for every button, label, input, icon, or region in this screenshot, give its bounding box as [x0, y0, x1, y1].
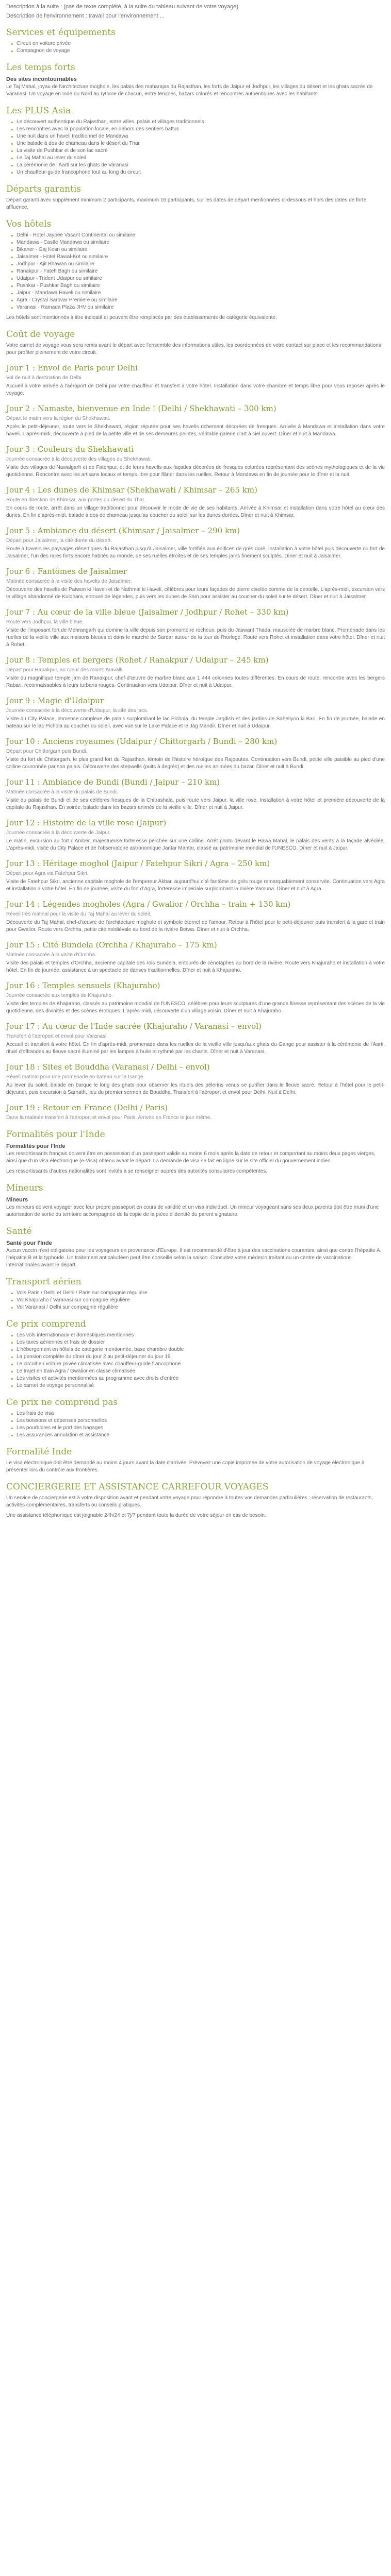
- price-excludes-title: Ce prix ne comprend pas: [6, 1397, 118, 1408]
- day-title: Jour 9 : Magie d'Udaipur: [6, 696, 104, 705]
- day-text: Découverte du Taj Mahal, chef-d'œuvre de l'architecture moghole et symbole éternel de l'amour. Retour à l'hôtel pour le petit-déjeuner puis transfert à la gare et train pour Gwalior. Route vers Orchha, petite cité médiévale au bord de la rivière Betwa. Dîner et nuit à Orchha.: [6, 920, 385, 933]
- minors-text: Les mineurs doivent voyager avec leur propre passeport en cours de validité et un visa individuel. Un mineur voyageant sans ses deux parents doit être muni d'une autorisation de sortie du territoire accompagnée de la copie de la pièce d'identité du parent signataire.: [6, 1205, 379, 1217]
- services-item: Compagnon de voyage: [11, 47, 385, 55]
- hotel-item: Ranakpur - Fateh Bagh ou similaire: [11, 268, 385, 275]
- health-title: Santé: [6, 1226, 32, 1236]
- day-subtitle: Matinée consacrée à la visite du palais de Bundi.: [6, 789, 118, 795]
- intro-line-2: Description de l'environnement : travail pour l'environnement ...: [6, 13, 165, 19]
- plus-title: Les PLUS Asia: [6, 106, 71, 116]
- price-includes-item: Le carnet de voyage personnalisé: [11, 1382, 385, 1389]
- day-subtitle: Matinée consacrée à la visite d'Orchha.: [6, 952, 96, 958]
- minors-subtitle: Mineurs: [6, 1197, 28, 1203]
- departures-title: Départs garantis: [6, 184, 82, 194]
- hotel-item: Pushkar - Pushkar Bagh ou similaire: [11, 282, 385, 290]
- plus-item: Une nuit dans un haveli traditionnel de Mandawa: [11, 133, 385, 140]
- day-title: Jour 11 : Ambiance de Bundi (Bundi / Jaipur – 210 km): [6, 777, 220, 787]
- day-title: Jour 14 : Légendes mogholes (Agra / Gwalior / Orchha – train + 130 km): [6, 900, 291, 909]
- day-text: Visite des temples de Khajuraho, classés au patrimoine mondial de l'UNESCO, célèbres pour leurs sculptures d'une grande finesse représentant des scènes de la vie quotidienne, des divinités et des scènes érotiques. L'après-midi, découverte d'un village voisin. Dîner et nuit à Khajuraho.: [6, 1001, 385, 1014]
- formalities-title: Formalités pour l'Inde: [6, 1129, 105, 1140]
- day-subtitle: Journée consacrée à la découverte des villages du Shekhawati.: [6, 456, 152, 462]
- day-text: Après le petit-déjeuner, route vers le Shekhawati, région réputée pour ses havelis richement décorées de fresques. Arrivée à Mandawa et installation dans votre haveli. L'après-midi, découverte à pied de la petite ville et de ses demeures peintes, véritable galerie d'art à ciel ouvert. Dîner et nuit à Mandawa.: [6, 424, 385, 437]
- highlights-text: Le Taj Mahal, joyau de l'architecture moghole, les palais des maharajas du Rajasthan, les forts de Jaipur et Jodhpur, les villages du désert et les ghats sacrés de Varanasi. Un voyage en Inde du Nord au rythme de chacun, entre temples, bazars colorés et rencontres authentiques avec les habitants.: [6, 84, 373, 97]
- formalities-subtitle: Formalités pour l'Inde: [6, 1143, 66, 1149]
- day-text: Visite du magnifique temple jaïn de Ranakpur, chef-d'œuvre de marbre blanc aux 1 444 colonnes toutes différentes. En cours de route, rencontre avec les bergers Rabari, reconnaissables à leurs turbans rouges. Continuation vers Udaipur. Dîner et nuit à Udaipur.: [6, 675, 385, 688]
- day-title: Jour 1 : Envol de Paris pour Delhi: [6, 363, 138, 372]
- day-subtitle: Vol de nuit à destination de Delhi.: [6, 375, 83, 381]
- formalite-text: Le visa électronique doit être demandé au moins 4 jours avant la date d'arrivée. Prévoyez une copie imprimée de votre autorisation de voyage électronique à présenter lors du contrôle aux frontières.: [6, 1460, 365, 1473]
- day-subtitle: Dans la matinée transfert à l'aéroport et envol pour Paris. Arrivée en France le jour même.: [6, 1115, 212, 1121]
- price-includes-item: Les taxes aériennes et frais de dossier: [11, 1339, 385, 1346]
- price-includes-title: Ce prix comprend: [6, 1319, 86, 1329]
- hotel-item: Jaisalmer - Hotel Rawal-Kot ou similaire: [11, 253, 385, 261]
- day-text: Route à travers les paysages désertiques du Rajasthan jusqu'à Jaisalmer, ville fortifiée aux édifices de grès doré. Installation à votre hôtel puis découverte du fort de Jaisalmer, l'un des rares forts encore habités au monde, de ses ruelles étroites et de ses temples jaïns finement sculptés. Dîner et nuit à Jaisalmer.: [6, 546, 385, 559]
- formalities-text: Les ressortissants français doivent être en possession d'un passeport valide au moins 6 mois après la date de retour et comportant au moins deux pages vierges, ainsi que d'un visa électronique (e-Visa) obtenu avant le départ. La demande de visa se fait en ligne sur le site officiel du gouvernement indien.: [6, 1151, 376, 1164]
- day-title: Jour 15 : Cité Bundela (Orchha / Khajuraho – 175 km): [6, 940, 217, 950]
- day-text: Visite du fort de Chittorgarh, le plus grand fort du Rajasthan, témoin de l'histoire héroïque des Rajpoutes. Continuation vers Bundi, petite ville paisible au pied d'une colline couronnée par son palais. Découverte des stepwells (puits à degrés) et des ruelles animées du bazar. Dîner et nuit à Bundi.: [6, 757, 385, 770]
- formalite-title: Formalité Inde: [6, 1447, 72, 1457]
- day-title: Jour 16 : Temples sensuels (Khajuraho): [6, 981, 160, 990]
- price-includes-item: L'hébergement en hôtels de catégorie mentionnée, base chambre double: [11, 1346, 385, 1353]
- price-includes-item: Les vols internationaux et domestiques mentionnés: [11, 1332, 385, 1339]
- price-excludes-list: [6, 1410, 385, 1439]
- day-subtitle: Départ pour Agra via Fatehpur Sikri.: [6, 871, 89, 876]
- price-excludes-item: Les frais de visa: [11, 1410, 385, 1417]
- hotels-title: Vos hôtels: [6, 219, 52, 229]
- program-text: Votre carnet de voyage vous sera remis avant le départ avec l'ensemble des informations utiles, les coordonnées de votre contact sur place et les recommandations pour profiter pleinement de votre circuit.: [6, 343, 381, 355]
- hotels-list: [6, 232, 385, 311]
- health-text: Aucun vaccin n'est obligatoire pour les voyageurs en provenance d'Europe. Il est recommandé d'être à jour des vaccinations courantes, ainsi que contre l'hépatite A, l'hépatite B et la typhoïde. Un traitement antipaludéen peut être conseillé selon la saison. Consultez votre médecin traitant ou un centre de vaccinations internationales avant le départ.: [6, 1248, 382, 1268]
- transport-item: Vols Paris / Delhi et Delhi / Paris sur compagnie régulière: [11, 1290, 385, 1297]
- transport-item: Vol Khajuraho / Varanasi sur compagnie régulière: [11, 1297, 385, 1304]
- day-text: Le matin, excursion au fort d'Amber, majestueuse forteresse perchée sur une colline. Arrêt photo devant le Hawa Mahal, le palais des vents à la façade alvéolée. L'après-midi, visite du City Palace et de l'observatoire astronomique Jantar Mantar, classé au patrimoine mondial de l'UNESCO. Dîner et nuit à Jaipur.: [6, 838, 385, 851]
- intro-line-1: Description à la suite : (pas de texte complété, à la suite du tableau suivant de votre voyage): [6, 4, 239, 10]
- health-subtitle: Santé pour l'Inde: [6, 1240, 52, 1246]
- plus-item: Une balade à dos de chameau dans le désert du Thar: [11, 140, 385, 147]
- day-text: Visite de l'imposant fort de Mehrangarh qui domine la ville depuis son promontoire rocheux, puis du Jaswant Thada, mausolée de marbre blanc. Promenade dans les ruelles de la vieille ville aux maisons bleues et dans le marché de Sardar autour de la tour de l'horloge. Route vers Rohet et installation dans votre hôtel. Dîner et nuit à Rohet.: [6, 628, 385, 648]
- day-title: Jour 5 : Ambiance du désert (Khimsar / Jaisalmer – 290 km): [6, 526, 240, 535]
- hotel-item: Jodhpur - Ajit Bhawan ou similaire: [11, 261, 385, 268]
- plus-item: Un chauffeur-guide francophone tout au long du circuit: [11, 169, 385, 176]
- day-subtitle: Réveil très matinal pour la visite du Taj Mahal au lever du soleil.: [6, 911, 152, 917]
- day-title: Jour 4 : Les dunes de Khimsar (Shekhawati / Khimsar – 265 km): [6, 485, 257, 495]
- day-subtitle: Départ pour Jaisalmer, la cité dorée du désert.: [6, 538, 112, 544]
- program-title: Coût de voyage: [6, 329, 75, 340]
- day-subtitle: Transfert à l'aéroport et envol pour Varanasi.: [6, 1033, 108, 1039]
- plus-item: La visite de Pushkar et de son lac sacré: [11, 147, 385, 155]
- hotel-item: Varanasi - Ramada Plaza JHV ou similaire: [11, 304, 385, 311]
- hotel-item: Mandawa - Castle Mandawa ou similaire: [11, 239, 385, 246]
- plus-item: Les rencontres avec la population locale, en dehors des sentiers battus: [11, 126, 385, 133]
- hotel-item: Agra - Crystal Sarovar Premiere ou similaire: [11, 297, 385, 304]
- price-includes-item: Le circuit en voiture privée climatisée avec chauffeur-guide francophone: [11, 1361, 385, 1368]
- day-subtitle: Journée consacrée à la découverte de Jaipur.: [6, 830, 111, 836]
- price-includes-list: [6, 1332, 385, 1389]
- day-subtitle: Matinée consacrée à la visite des havelis de Jaisalmer.: [6, 579, 132, 584]
- day-text: Visite de Fatehpur Sikri, ancienne capitale moghole de l'empereur Akbar, aujourd'hui cité fantôme de grès rouge remarquablement conservée. Continuation vers Agra et installation à votre hôtel. En fin de journée, visite du fort d'Agra, forteresse impériale surplombant la rivière Yamuna. Dîner et nuit à Agra.: [6, 879, 385, 892]
- day-title: Jour 13 : Héritage moghol (Jaipur / Fatehpur Sikri / Agra – 250 km): [6, 859, 270, 868]
- day-title: Jour 2 : Namaste, bienvenue en Inde ! (Delhi / Shekhawati – 300 km): [6, 404, 276, 413]
- day-subtitle: Réveil matinal pour une promenade en bateau sur le Gange.: [6, 1074, 145, 1080]
- minors-title: Mineurs: [6, 1183, 43, 1193]
- plus-item: Le découvert authentique du Rajasthan, entre villes, palais et villages traditionnels: [11, 118, 385, 126]
- price-includes-item: Le trajet en train Agra / Gwalior en classe climatisée: [11, 1368, 385, 1375]
- day-text: Visite du palais de Bundi et de ses célèbres fresques de la Chitrashala, puis route vers Jaipur, la ville rose. Installation à votre hôtel et première découverte de la capitale du Rajasthan. En soirée, balade dans les bazars animés de la vieille ville. Dîner et nuit à Jaipur.: [6, 798, 385, 810]
- day-subtitle: Route en direction de Khimsar, aux portes du désert du Thar.: [6, 497, 145, 503]
- services-title: Services et équipements: [6, 27, 116, 38]
- hotel-item: Jaipur - Mandawa Haveli ou similaire: [11, 290, 385, 297]
- itinerary: [6, 363, 385, 1122]
- day-title: Jour 17 : Au cœur de l'Inde sacrée (Khajuraho / Varanasi – envol): [6, 1022, 262, 1031]
- day-text: Visite des villages de Nawalgarh et de Fatehpur, et de leurs havelis aux façades décorées de fresques colorées représentant des scènes mythologiques et de la vie quotidienne. Rencontre avec les artisans locaux et temps libre pour flâner dans les ruelles. Retour à Mandawa en fin de journée pour le dîner et la nuit.: [6, 465, 385, 478]
- day-text: Découverte des havelis de Patwon ki Haveli et de Nathmal ki Haveli, célèbres pour leurs façades de pierre ciselée comme de la dentelle. L'après-midi, excursion vers le village abandonné de Kuldhara, entouré de légendes, puis vers les dunes de Sam pour assister au coucher du soleil sur le désert. Dîner et nuit à Jaisalmer.: [6, 587, 385, 600]
- day-subtitle: Route vers Jodhpur, la ville bleue.: [6, 619, 84, 625]
- departures-text: Départ garanti avec supplément minimum 2 participants, maximum 16 participants, sur les dates de départ mentionnées ci-dessous et hors des dates de forte affluence.: [6, 197, 367, 210]
- hotel-item: Delhi - Hotel Jaypee Vasant Continental ou similaire: [11, 232, 385, 239]
- highlights-title: Les temps forts: [6, 62, 75, 73]
- day-subtitle: Départ le matin vers la région du Shekhawati.: [6, 416, 110, 421]
- hotel-item: Bikaner - Gaj Kesri ou similaire: [11, 246, 385, 253]
- day-title: Jour 8 : Temples et bergers (Rohet / Ranakpur / Udaipur – 245 km): [6, 655, 269, 665]
- conditions-text-1: Un service de conciergerie est à votre disposition avant et pendant votre voyage pour répondre à toutes vos demandes particulières : réservation de restaurants, activités complémentaires, transferts ou conseils pratiques.: [6, 1495, 373, 1508]
- day-subtitle: Départ pour Chittorgarh puis Bundi.: [6, 749, 88, 754]
- conditions-text-2: Une assistance téléphonique est joignable 24h/24 et 7j/7 pendant toute la durée de votre séjour en cas de besoin.: [6, 1513, 266, 1518]
- plus-item: La cérémonie de l'Aarti sur les ghats de Varanasi: [11, 162, 385, 169]
- day-subtitle: Journée consacrée à la découverte d'Udaipur, la cité des lacs.: [6, 708, 148, 714]
- services-item: Circuit en voiture privée: [11, 40, 385, 47]
- price-excludes-item: Les assurances annulation et assistance: [11, 1432, 385, 1439]
- day-text: Accueil à votre arrivée à l'aéroport de Delhi par votre chauffeur et transfert à votre hôtel. Installation dans votre chambre et temps libre pour vous reposer après le voyage.: [6, 383, 385, 396]
- transport-title: Transport aérien: [6, 1277, 82, 1287]
- day-title: Jour 3 : Couleurs du Shekhawati: [6, 445, 134, 454]
- day-subtitle: Départ pour Ranakpur, au cœur des monts Aravalli.: [6, 667, 124, 673]
- plus-list: [6, 118, 385, 176]
- day-text: Au lever du soleil, balade en barque le long des ghats pour observer les rituels des pèlerins venus se purifier dans le fleuve sacré. Retour à l'hôtel pour le petit-déjeuner, puis excursion à Sarnath, lieu du premier sermon de Bouddha. Transfert à l'aéroport et envol pour Delhi. Nuit à Delhi.: [6, 1082, 385, 1095]
- day-title: Jour 19 : Retour en France (Delhi / Paris): [6, 1103, 168, 1112]
- day-title: Jour 6 : Fantômes de Jaisalmer: [6, 567, 127, 576]
- day-title: Jour 7 : Au cœur de la ville bleue (Jaisalmer / Jodhpur / Rohet – 330 km): [6, 607, 289, 617]
- day-text: Visite des palais et temples d'Orchha, ancienne capitale des rois Bundela, entourés de cénotaphes au bord de la rivière. Route vers Khajuraho et installation à votre hôtel. En fin de journée, assistance à un spectacle de danses traditionnelles. Dîner et nuit à Khajuraho.: [6, 960, 385, 973]
- conditions-title: CONCIERGERIE ET ASSISTANCE CARREFOUR VOYAGES: [6, 1482, 269, 1492]
- day-text: Accueil et transfert à votre hôtel. En fin d'après-midi, promenade dans les ruelles de la vieille ville jusqu'aux ghats du Gange pour assister à la cérémonie de l'Aarti, rituel d'offrandes au fleuve sacré illuminé par les lampes à huile et rythmé par les chants. Dîner et nuit à Varanasi.: [6, 1042, 385, 1055]
- transport-list: [6, 1290, 385, 1311]
- price-excludes-item: Les boissons et dépenses personnelles: [11, 1417, 385, 1425]
- transport-item: Vol Varanasi / Delhi sur compagnie régulière: [11, 1304, 385, 1311]
- day-title: Jour 18 : Sites et Bouddha (Varanasi / Delhi – envol): [6, 1062, 210, 1072]
- day-text: En cours de route, arrêt dans un village traditionnel pour découvrir le mode de vie de ses habitants. Arrivée à Khimsar et installation dans votre hôtel au cœur des dunes. En fin d'après-midi, balade à dos de chameau jusqu'au coucher du soleil sur les dunes dorées. Dîner et nuit à Khimsar.: [6, 505, 385, 518]
- price-includes-item: La pension complète du dîner du jour 2 au petit-déjeuner du jour 19: [11, 1353, 385, 1361]
- day-text: Visite du City Palace, immense complexe de palais surplombant le lac Pichola, du temple Jagdish et des jardins de Saheliyon ki Bari. En fin de journée, balade en bateau sur le lac Pichola au coucher du soleil, avec vue sur le Lake Palace et le Jag Mandir. Dîner et nuit à Udaipur.: [6, 716, 385, 729]
- day-title: Jour 12 : Histoire de la ville rose (Jaipur): [6, 818, 167, 827]
- day-title: Jour 10 : Anciens royaumes (Udaipur / Chittorgarh / Bundi – 280 km): [6, 737, 278, 746]
- services-list: [6, 40, 385, 55]
- price-excludes-item: Les pourboires et le port des bagages: [11, 1425, 385, 1432]
- plus-item: Le Taj Mahal au lever du soleil: [11, 155, 385, 162]
- hotel-item: Udaipur - Trident Udaipur ou similaire: [11, 275, 385, 282]
- price-includes-item: Les visites et activités mentionnées au programme avec droits d'entrée: [11, 1375, 385, 1382]
- formalities-note: Les ressortissants d'autres nationalités sont invités à se renseigner auprès des autorités consulaires compétentes.: [6, 1168, 268, 1174]
- highlights-subtitle: Des sites incontournables: [6, 76, 77, 82]
- day-subtitle: Journée consacrée aux temples de Khajuraho.: [6, 993, 113, 998]
- hotels-note: Les hôtels sont mentionnés à titre indicatif et peuvent être remplacés par des établissements de catégorie équivalente.: [6, 315, 277, 320]
